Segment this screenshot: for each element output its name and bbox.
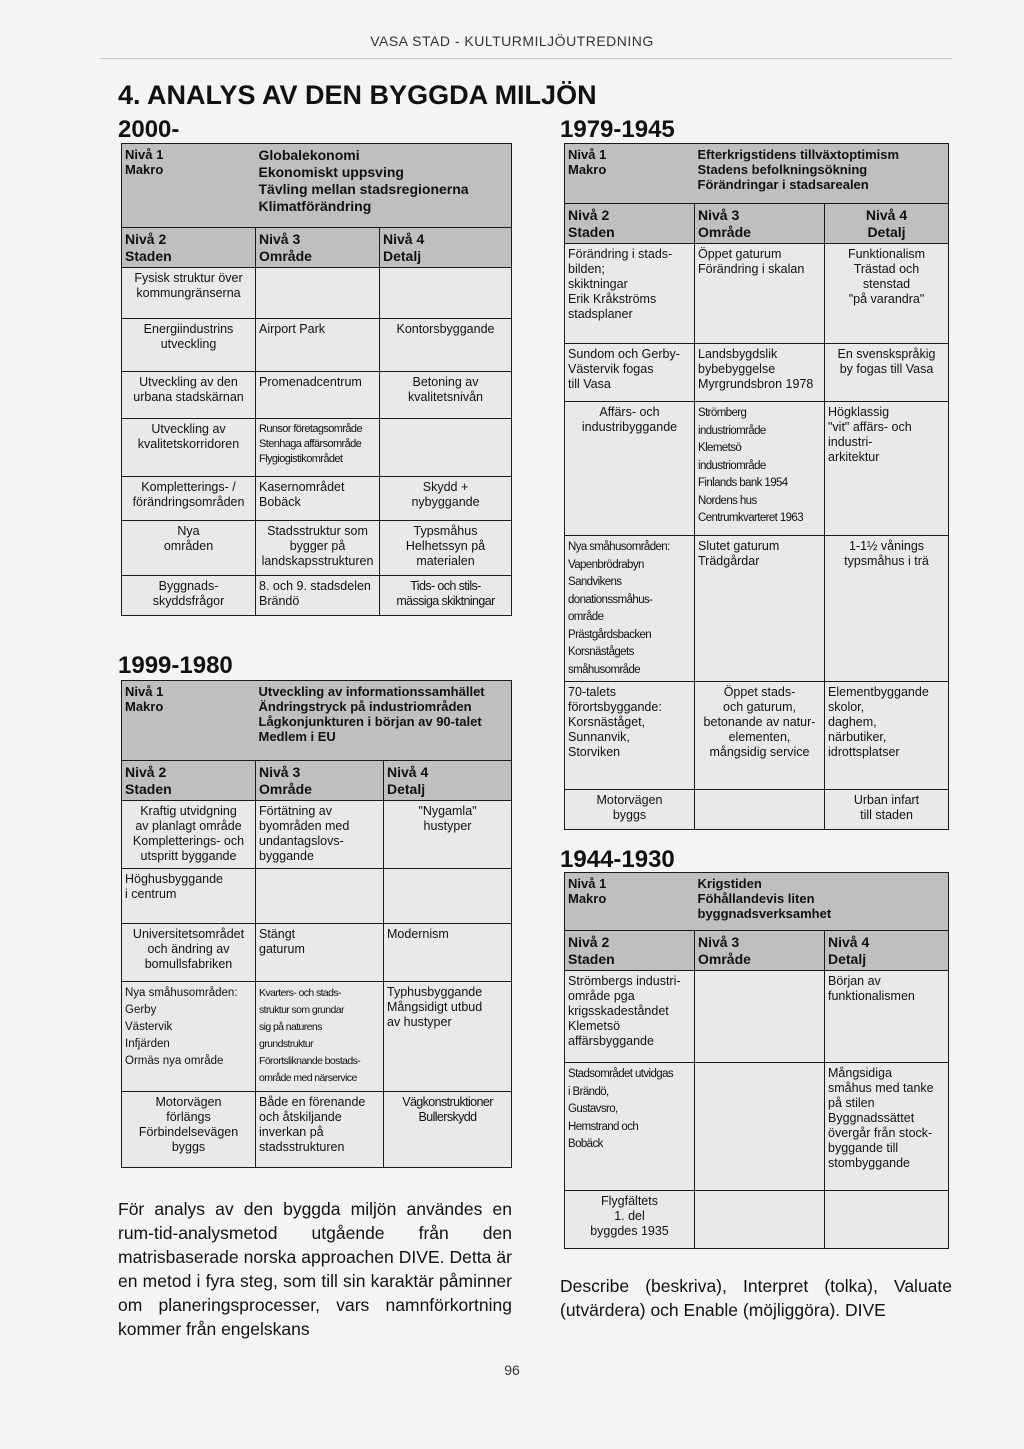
makro-text: Krigstiden Föhållandevis liten byggnadsverksamhet xyxy=(695,873,949,931)
table-cell: Landsbygdslik bybebyggelse Myrgrundsbron 1978 xyxy=(695,344,825,402)
makro-label: Nivå 1 Makro xyxy=(122,144,256,228)
table-cell: Kasernområdet Bobäck xyxy=(256,477,380,521)
table-cell: Nya småhusområden: Vapenbrödrabyn Sandvikens donationssmåhus- område Prästgårdsbacken Korsnästågets småhusområde xyxy=(565,536,695,682)
table-cell: 1-1½ vånings typsmåhus i trä xyxy=(825,536,949,682)
level-2-header: Nivå 2 Staden xyxy=(565,931,695,971)
table-cell xyxy=(695,971,825,1063)
period-heading-2000: 2000- xyxy=(118,116,180,143)
table-cell: Promenadcentrum xyxy=(256,372,380,419)
matrix-table-2000 xyxy=(121,143,512,616)
makro-text: Utveckling av informationssamhället Ändringstryck på industriområden Lågkonjunkturen i början av 90-talet Medlem i EU xyxy=(256,681,512,761)
table-cell: Typsmåhus Helhetssyn på materialen xyxy=(380,521,512,576)
table-cell: Förtätning av byområden med undantagslovs- byggande xyxy=(256,801,384,869)
table-cell: Utveckling av kvalitetskorridoren xyxy=(122,419,256,477)
table-cell: Funktionalism Trästad och stenstad "på varandra" xyxy=(825,244,949,344)
period-heading-1979: 1979-1945 xyxy=(560,116,675,143)
level-3-header: Nivå 3 Område xyxy=(256,761,384,801)
table-cell: Strömberg industriområde Klemetsö industriområde Finlands bank 1954 Nordens hus Centrumkvarteret 1963 xyxy=(695,402,825,536)
table-cell: Runsor företagsområde Stenhaga affärsområde Flygiogistikområdet xyxy=(256,419,380,477)
level-2-header: Nivå 2 Staden xyxy=(565,204,695,244)
table-cell: Vägkonstruktioner Bullerskydd xyxy=(384,1092,512,1168)
table-cell xyxy=(695,1063,825,1191)
level-3-header: Nivå 3 Område xyxy=(695,931,825,971)
table-cell: Början av funktionalismen xyxy=(825,971,949,1063)
table-cell: Strömbergs industri- område pga krigsskadeståndet Klemetsö affärsbyggande xyxy=(565,971,695,1063)
period-heading-1944: 1944-1930 xyxy=(560,846,675,873)
table-cell: Motorvägen byggs xyxy=(565,790,695,830)
makro-label: Nivå 1 Makro xyxy=(565,144,695,204)
body-text-left: För analys av den byggda miljön användes en rum-tid-analysmetod utgående från den matrisbaserade norska approachen DIVE. Detta är en metod i fyra steg, som till sin karaktär påminner om planeringsprocesser, vars namnförkortning kommer från engelskans xyxy=(118,1199,512,1339)
level-4-header: Nivå 4 Detalj xyxy=(825,204,949,244)
table-cell xyxy=(380,419,512,477)
table-cell xyxy=(695,790,825,830)
level-4-header: Nivå 4 Detalj xyxy=(384,761,512,801)
matrix-table-1979 xyxy=(564,143,949,830)
makro-label: Nivå 1 Makro xyxy=(565,873,695,931)
makro-text: Globalekonomi Ekonomiskt uppsving Tävling mellan stadsregionerna Klimatförändring xyxy=(256,144,512,228)
makro-label: Nivå 1 Makro xyxy=(122,681,256,761)
table-cell: Utveckling av den urbana stadskärnan xyxy=(122,372,256,419)
table-cell: Höghusbyggande i centrum xyxy=(122,869,256,924)
table-cell: Universitetsområdet och ändring av bomullsfabriken xyxy=(122,924,256,982)
table-cell: Typhusbyggande Mångsidigt utbud av hustyper xyxy=(384,982,512,1092)
table-cell: Högklassig "vit" affärs- och industri- arkitektur xyxy=(825,402,949,536)
page-number: 96 xyxy=(504,1362,520,1378)
table-cell: Nya småhusområden: Gerby Västervik Infjärden Ormäs nya område xyxy=(122,982,256,1092)
table-cell: Motorvägen förlängs Förbindelsevägen byggs xyxy=(122,1092,256,1168)
level-2-header: Nivå 2 Staden xyxy=(122,761,256,801)
table-cell: Nya områden xyxy=(122,521,256,576)
table-cell xyxy=(695,1191,825,1249)
table-cell: Modernism xyxy=(384,924,512,982)
table-cell: Mångsidiga småhus med tanke på stilen Byggnadssättet övergår från stock- byggande till stombyggande xyxy=(825,1063,949,1191)
table-cell: Fysisk struktur över kommungränserna xyxy=(122,268,256,319)
level-4-header: Nivå 4 Detalj xyxy=(380,228,512,268)
table-cell: Elementbyggande skolor, daghem, närbutiker, idrottsplatser xyxy=(825,682,949,790)
table-cell: Affärs- och industribyggande xyxy=(565,402,695,536)
table-cell: Stadsområdet utvidgas i Brändö, Gustavsro, Hemstrand och Bobäck xyxy=(565,1063,695,1191)
table-cell: Stängt gaturum xyxy=(256,924,384,982)
matrix-table-1944 xyxy=(564,872,949,1249)
table-cell xyxy=(256,869,384,924)
table-cell: Kvarters- och stads- struktur som grundar sig på naturens grundstruktur Förortsliknande bostads- område med närservice xyxy=(256,982,384,1092)
table-cell: Öppet gaturum Förändring i skalan xyxy=(695,244,825,344)
table-cell: Öppet stads- och gaturum, betonande av natur- elementen, mångsidig service xyxy=(695,682,825,790)
table-cell: Sundom och Gerby- Västervik fogas till Vasa xyxy=(565,344,695,402)
table-cell: Energiindustrins utveckling xyxy=(122,319,256,372)
table-cell: Slutet gaturum Trädgårdar xyxy=(695,536,825,682)
table-cell xyxy=(256,268,380,319)
body-text-right: Describe (beskriva), Interpret (tolka), Valuate (utvärdera) och Enable (möjliggöra). DIVE xyxy=(560,1276,952,1320)
section-heading: 4. ANALYS AV DEN BYGGDA MILJÖN xyxy=(118,80,597,110)
table-cell xyxy=(825,1191,949,1249)
table-cell: Stadsstruktur som bygger på landskapsstrukturen xyxy=(256,521,380,576)
table-cell: Skydd + nybyggande xyxy=(380,477,512,521)
level-3-header: Nivå 3 Område xyxy=(695,204,825,244)
table-cell: En svenskspråkig by fogas till Vasa xyxy=(825,344,949,402)
table-cell: Kompletterings- / förändringsområden xyxy=(122,477,256,521)
table-cell: Urban infart till staden xyxy=(825,790,949,830)
table-cell xyxy=(384,869,512,924)
matrix-table-1999 xyxy=(121,680,512,1168)
level-3-header: Nivå 3 Område xyxy=(256,228,380,268)
table-cell: Förändring i stads- bilden; skiktningar Erik Kråkströms stadsplaner xyxy=(565,244,695,344)
table-cell: Både en förenande och åtskiljande inverkan på stadsstrukturen xyxy=(256,1092,384,1168)
header-rule xyxy=(100,58,952,59)
table-cell: "Nygamla" hustyper xyxy=(384,801,512,869)
table-cell: Kraftig utvidgning av planlagt område Kompletterings- och utspritt byggande xyxy=(122,801,256,869)
table-cell: Byggnads- skyddsfrågor xyxy=(122,576,256,616)
period-heading-1999: 1999-1980 xyxy=(118,652,233,679)
table-cell: Airport Park xyxy=(256,319,380,372)
table-cell: Tids- och stils- mässiga skiktningar xyxy=(380,576,512,616)
makro-text: Efterkrigstidens tillväxtoptimism Stadens befolkningsökning Förändringar i stadsarealen xyxy=(695,144,949,204)
table-cell: 70-talets förortsbyggande: Korsnäståget, Sunnanvik, Storviken xyxy=(565,682,695,790)
level-4-header: Nivå 4 Detalj xyxy=(825,931,949,971)
table-cell: Betoning av kvalitetsnivån xyxy=(380,372,512,419)
running-header: VASA STAD - KULTURMILJÖUTREDNING xyxy=(370,33,654,49)
table-cell xyxy=(380,268,512,319)
level-2-header: Nivå 2 Staden xyxy=(122,228,256,268)
table-cell: Kontorsbyggande xyxy=(380,319,512,372)
table-cell: Flygfältets 1. del byggdes 1935 xyxy=(565,1191,695,1249)
table-cell: 8. och 9. stadsdelen Brändö xyxy=(256,576,380,616)
